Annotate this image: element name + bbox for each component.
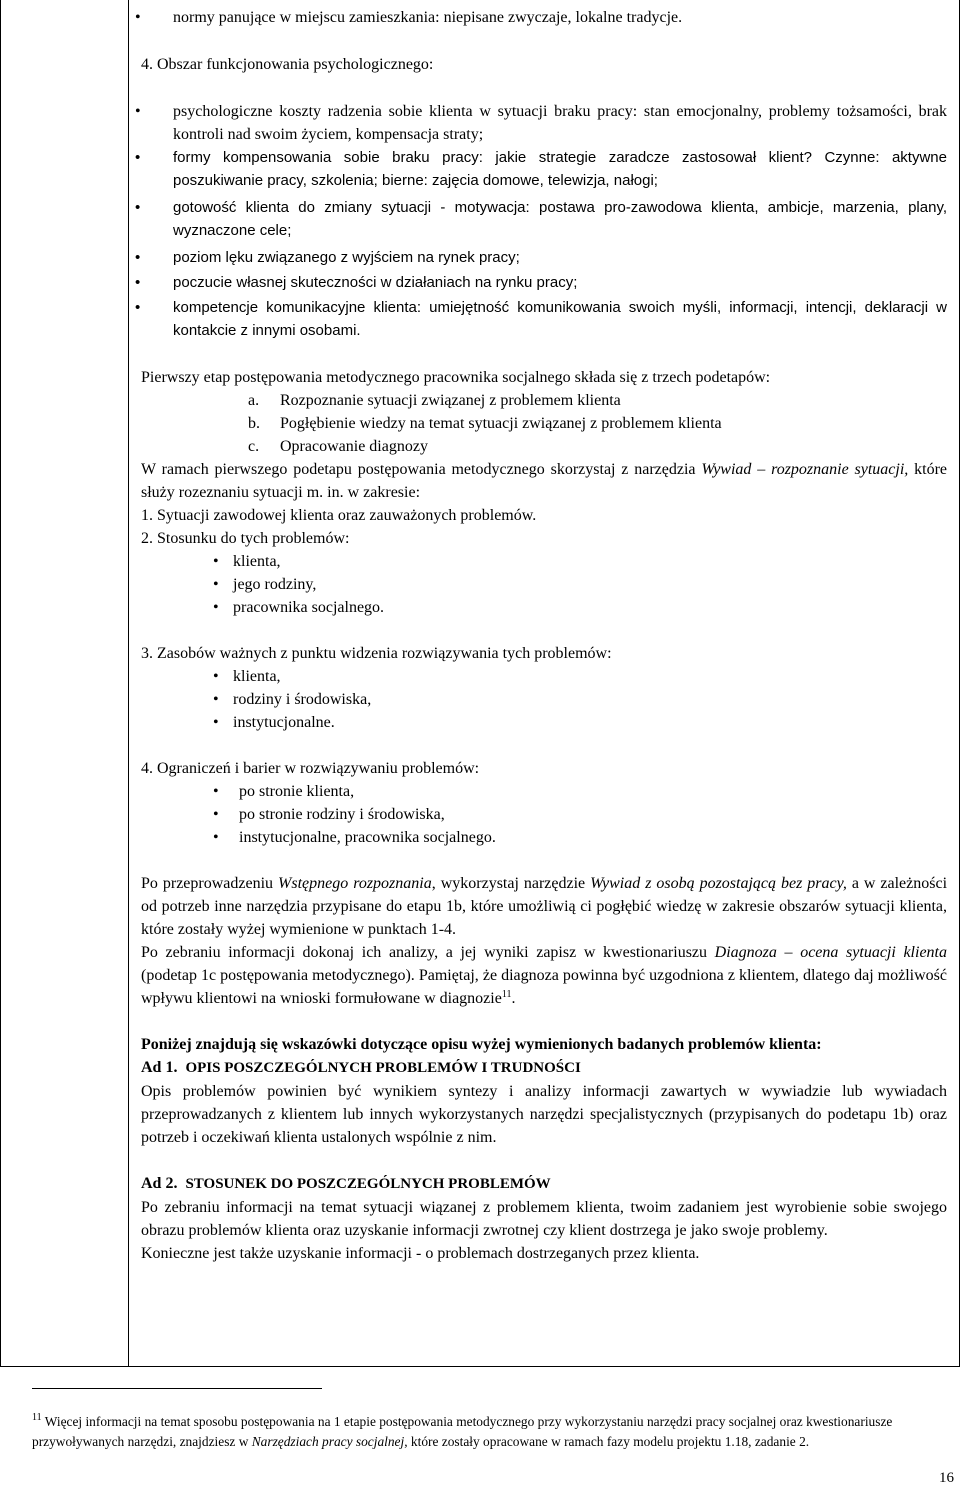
list-item: • gotowość klienta do zmiany sytuacji - motywacja: postawa pro-zawodowa klienta, ambicje, marzenia, plany, wyznaczone cele; [141,196,947,242]
footnote-ref[interactable]: 11 [501,989,512,1000]
list-item: • po stronie rodziny i środowiska, [141,803,947,826]
bullet-icon: • [213,829,219,846]
bullet-icon: • [135,149,141,166]
bullet-icon: • [213,806,219,823]
main-content [135,0,948,1265]
footnote-separator [32,1388,322,1389]
list-item: • instytucjonalne, pracownika socjalnego. [141,826,947,849]
bullet-icon: • [135,199,141,216]
bullet-icon: • [135,299,141,316]
bullet-icon: • [213,783,219,800]
list-item: • formy kompensowania sobie braku pracy: jakie strategie zaradcze zastosował klient? Czynne: aktywne poszukiwanie pracy, szkolenia; bierne: zajęcia domowe, telewizja, nałogi; [141,146,947,192]
bullet-icon: • [213,553,219,570]
paragraph: Konieczne jest także uzyskanie informacji - o problemach dostrzeganych przez klienta. [141,1245,700,1262]
substage-list [141,389,947,458]
page-number: 16 [939,1470,954,1486]
paragraph: Pierwszy etap postępowania metodycznego pracownika socjalnego składa się z trzech podetapów: [141,369,771,386]
bullet-icon: • [135,103,141,120]
list-item: • klienta, [141,550,947,573]
bullet-icon: • [213,714,219,731]
section-heading: Poniżej znajdują się wskazówki dotyczące opisu wyżej wymienionych badanych problemów klienta: [141,1036,822,1053]
paragraph: Po przeprowadzeniu Wstępnego rozpoznania, wykorzystaj narzędzie Wywiad z osobą pozostającą bez pracy, a w zależności od potrzeb inne narzędzia przypisane do etapu 1b, które umożliwią ci pogłębić wiedzę w zakresie obszarów sytuacji klienta, które zostały wyżej wymienione w punktach 1-4. [141,875,948,938]
list-item: • klienta, [141,665,947,688]
numbered-item: 4. Ograniczeń i barier w rozwiązywaniu problemów: [141,760,480,777]
psych-bullet-list [135,100,947,342]
list-item: • poczucie własnej skuteczności w działaniach na rynku pracy; [141,271,947,294]
numbered-item: 2. Stosunku do tych problemów: [141,530,350,547]
numbered-item: 3. Zasobów ważnych z punktu widzenia rozwiązywania tych problemów: [141,645,612,662]
list-item: b. Pogłębienie wiedzy na temat sytuacji związanej z problemem klienta [248,415,722,432]
bullet-icon: • [213,599,219,616]
sub-bullet-list [141,780,947,849]
bullet-icon: • [135,249,141,266]
list-item: • poziom lęku związanego z wyjściem na rynek pracy; [141,246,947,269]
left-table-column [0,0,129,1366]
list-item: a. Rozpoznanie sytuacji związanej z problemem klienta [248,392,621,409]
numbered-item: 1. Sytuacji zawodowej klienta oraz zauważonych problemów. [141,507,537,524]
bullet-icon: • [213,668,219,685]
list-item: • pracownika socjalnego. [141,596,947,619]
paragraph: Po zebraniu informacji na temat sytuacji wiązanej z problemem klienta, twoim zadaniem jest wyrobienie sobie swojego obrazu problemów klienta oraz uzyskanie informacji zwrotnej czy klient dostrzega je jako swoje problemy. [141,1199,947,1239]
list-item: c. Opracowanie diagnozy [248,438,428,455]
list-item: • normy panujące w miejscu zamieszkania: niepisane zwyczaje, lokalne tradycje. [141,6,947,29]
footnote: $^{11}$ Więcej informacji na temat sposobu postępowania na 1 etapie postępowania metodycznego przy wykorzystaniu narzędzi pracy socjalnej oraz kwestionariusze przywoływanych narzędzi, znajdziesz w Narzędziach pracy socjalnej, które zostały opracowane w ramach fazy modelu projektu 1.18, zadanie 2. [32,1412,893,1449]
list-item: • po stronie klienta, [141,780,947,803]
paragraph: W ramach pierwszego podetapu postępowania metodycznego skorzystaj z narzędzia Wywiad – rozpoznanie sytuacji, które służy rozeznaniu sytuacji m. in. w zakresie: [141,461,947,501]
bullet-icon: • [135,274,141,291]
subsection-heading: Ad 2. STOSUNEK DO POSZCZEGÓLNYCH PROBLEMÓW [141,1175,551,1192]
bullet-icon: • [213,576,219,593]
sub-bullet-list [141,550,947,619]
list-item: • jego rodziny, [141,573,947,596]
bullet-icon: • [213,691,219,708]
subsection-heading: Ad 1. OPIS POSZCZEGÓLNYCH PROBLEMÓW I TRUDNOŚCI [141,1059,581,1076]
list-item: • rodziny i środowiska, [141,688,947,711]
sub-bullet-list [141,665,947,734]
paragraph: Opis problemów powinien być wynikiem syntezy i analizy informacji zawartych w wywiadzie lub wywiadach przeprowadzanych z klientem lub innych wykorzystanych narzędzi specjalistycznych (przypisanych do podetapu 1b) oraz potrzeb i oczekiwań klienta ustalonych wspólnie z nim. [141,1083,947,1146]
list-item: • instytucjonalne. [141,711,947,734]
section-heading: 4. Obszar funkcjonowania psychologicznego: [141,56,434,73]
list-item: • psychologiczne koszty radzenia sobie klienta w sytuacji braku pracy: stan emocjonalny, problemy tożsamości, brak kontroli nad swoim życiem, kompensacja straty; [141,100,947,146]
list-item: • kompetencje komunikacyjne klienta: umiejętność komunikowania swoich myśli, informacji, intencji, deklaracji w kontakcie z innymi osobami. [141,296,947,342]
paragraph: Po zebraniu informacji dokonaj ich analizy, a jej wyniki zapisz w kwestionariuszu Diagnoza – ocena sytuacji klienta (podetap 1c postępowania metodycznego). Pamiętaj, że diagnoza powinna być uzgodniona z klientem, dlatego daj możliwość wpływu klientowi na wnioski formułowane w diagnozie$^{11}$. [141,944,947,1007]
bullet-icon: • [135,9,141,26]
